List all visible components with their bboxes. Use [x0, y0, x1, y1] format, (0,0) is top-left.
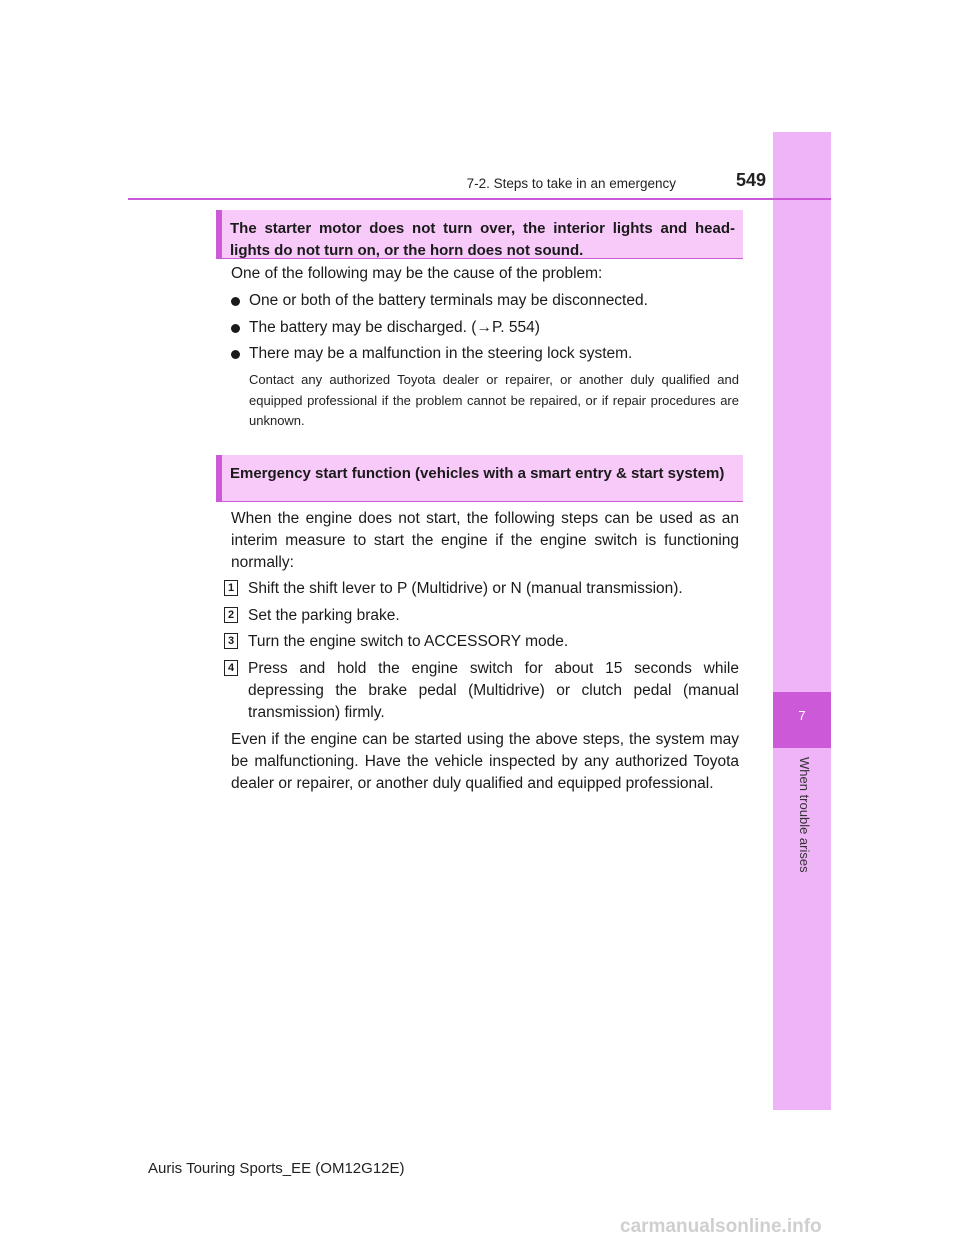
bullet-text[interactable]: The battery may be discharged. (→P. 554) — [249, 319, 540, 336]
chapter-tab-bar — [773, 132, 831, 1110]
step-number-box: 3 — [224, 633, 238, 649]
section1-title-box: The starter motor does not turn over, the interior lights and head-lights do not turn on, or the horn does not sound. — [216, 210, 743, 259]
step-text: Set the parking brake. — [248, 607, 400, 624]
step-text: Shift the shift lever to P (Multidrive) or N (manual transmission). — [248, 580, 683, 597]
bullet-text: One or both of the battery terminals may be disconnected. — [249, 292, 648, 309]
section1-note: Contact any authorized Toyota dealer or repairer, or another duly qualified and equipped professional if the problem cannot be repaired, or if repair procedures are unknown. — [249, 372, 739, 428]
section1-intro: One of the following may be the cause of the problem: — [231, 265, 603, 282]
chapter-number: 7 — [798, 708, 806, 723]
section2-title-box: Emergency start function (vehicles with a smart entry & start system) — [216, 455, 743, 502]
section2-intro: When the engine does not start, the following steps can be used as an interim measure to start the engine if the engine switch is functioning normally: — [231, 510, 739, 571]
step-number-box: 2 — [224, 607, 238, 623]
watermark: carmanualsonline.info — [620, 1216, 822, 1237]
step-text: Turn the engine switch to ACCESSORY mode. — [248, 633, 569, 650]
bullet-icon — [231, 324, 240, 333]
header-divider — [128, 198, 831, 200]
bullet-icon — [231, 350, 240, 359]
bullet-text: There may be a malfunction in the steering lock system. — [249, 345, 633, 362]
page-number: 549 — [735, 170, 766, 190]
chapter-title: When trouble arises — [797, 757, 812, 873]
bullet-icon — [231, 297, 240, 306]
step-number-box: 1 — [224, 580, 238, 596]
footer-model: Auris Touring Sports_EE (OM12G12E) — [148, 1160, 405, 1177]
section2-closing: Even if the engine can be started using the above steps, the system may be malfunctioning. Have the vehicle inspected by any authorized Toyota dealer or repairer, or another duly qualified and equipped professional. — [231, 731, 739, 792]
section-heading: 7-2. Steps to take in an emergency — [466, 176, 676, 191]
step-text: Press and hold the engine switch for about 15 seconds while depressing the brake pedal (Multidrive) or clutch pedal (manual transmission) firmly. — [248, 660, 739, 721]
step-number-box: 4 — [224, 660, 238, 676]
